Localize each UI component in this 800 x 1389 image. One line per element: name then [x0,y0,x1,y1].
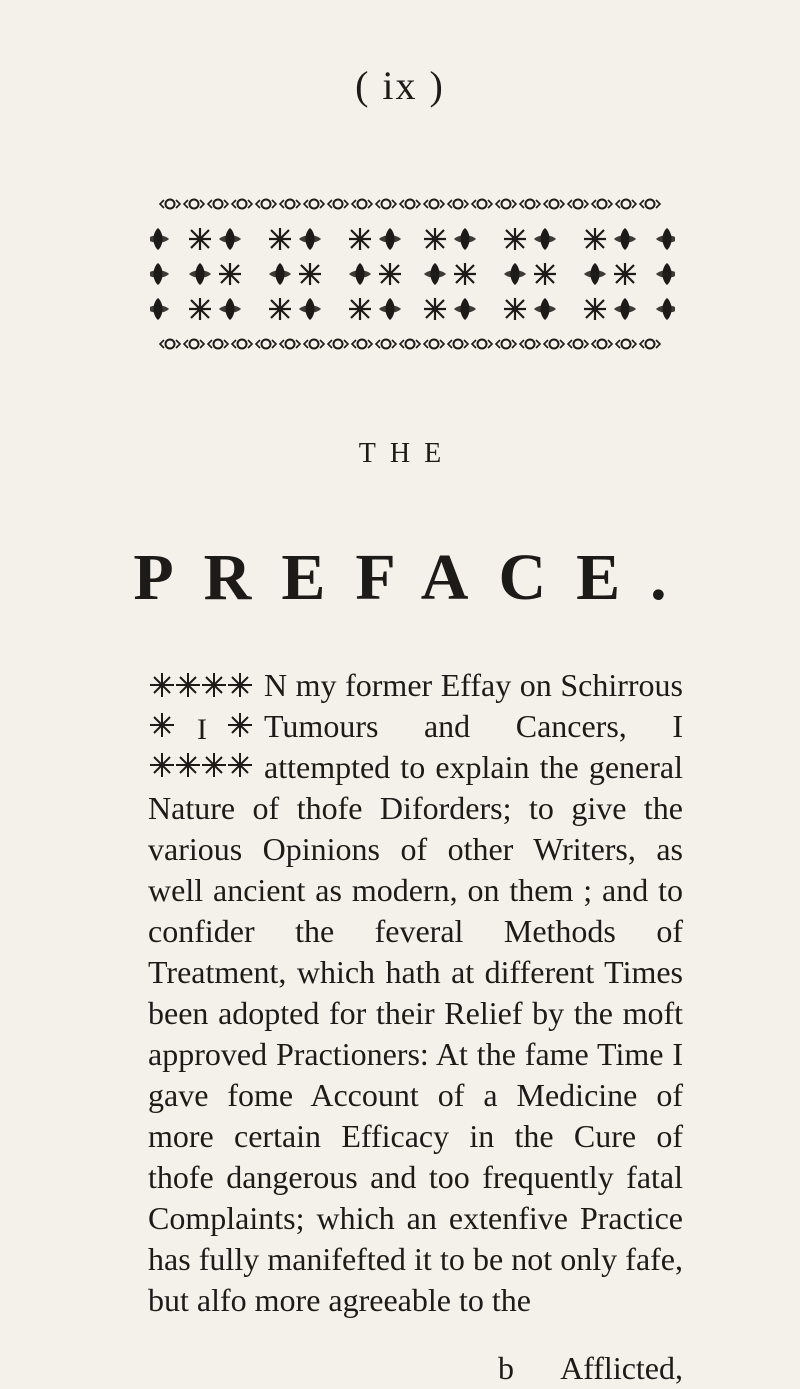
ornament-bottom-border [160,340,660,349]
page-title: PREFACE. [133,541,697,614]
drop-cap [148,667,256,785]
heading-the: THE [358,438,456,469]
page-number: ( ix ) [355,63,445,108]
catchword: Afflicted, [560,1350,683,1386]
paragraph-first-line: N my former Effay on Schirrous [264,667,683,703]
preface-paragraph [148,665,683,1321]
drop-cap-frame-icon [148,667,256,785]
paragraph-body: Tumours and Cancers, I attempted to explain the general Nature of thofe Diforders; to give the various Opinions of other Writers, as well ancient as modern, on them ; and to confider the feveral Methods of Treatment, which hath at different Times been adopted for their Relief by the moft approved Practioners: At the fame Time I gave fome Account of a Medicine of more certain Efficacy in the Cure of thofe dangerous and too frequently fatal Complaints; which an extenfive Practice has fully manifefted it to be not only fafe, but alfo more agreeable to the [148,708,683,1318]
signature-mark: b [498,1350,514,1386]
ornament-center-rows [189,228,636,320]
printer-ornament-icon [150,194,675,354]
ornament-top-border [160,200,660,209]
drop-cap-letter: I [197,713,207,746]
